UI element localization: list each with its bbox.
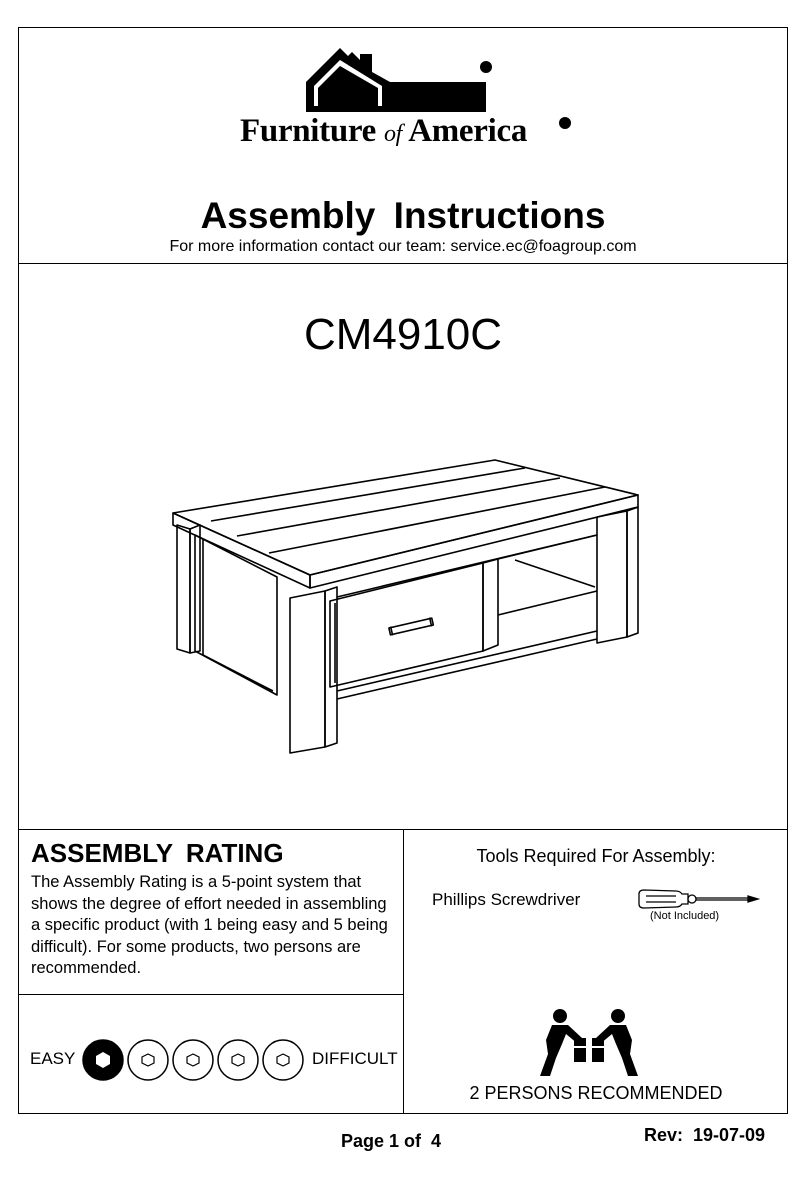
difficulty-level-3-icon: [173, 1040, 213, 1080]
assembly-rating-heading: ASSEMBLY RATING: [31, 838, 284, 868]
screwdriver-icon: [636, 888, 761, 910]
difficulty-level-5-icon: [263, 1040, 303, 1080]
tools-heading: Tools Required For Assembly:: [476, 846, 716, 866]
coffee-table-illustration: [165, 455, 645, 755]
header-divider: [18, 263, 788, 264]
assembly-rating-description: The Assembly Rating is a 5-point system that shows the degree of effort needed in assembling a specific product (with 1 being easy and 5 being difficult). For some products, two persons are recommended.: [31, 873, 388, 977]
tool-note: (Not Included): [650, 910, 720, 922]
house-logo-icon: [300, 42, 500, 114]
brand-name: [240, 113, 570, 150]
model-number: CM4910C: [303, 310, 503, 359]
page-number: Page 1 of 4: [341, 1131, 442, 1151]
rating-tools-divider: [403, 829, 404, 1114]
persons-recommended-label: 2 PERSONS RECOMMENDED: [469, 1083, 723, 1103]
difficulty-level-1-icon: [83, 1040, 123, 1080]
brand-dot-icon: [559, 117, 571, 129]
document-title: Assembly Instructions: [200, 195, 606, 236]
difficulty-scale: [80, 1037, 310, 1083]
tool-name: Phillips Screwdriver: [432, 890, 581, 909]
brand-name-of: of: [383, 121, 403, 147]
two-persons-lifting-icon: [538, 1008, 640, 1078]
difficult-label: DIFFICULT: [312, 1049, 398, 1068]
difficulty-level-4-icon: [218, 1040, 258, 1080]
revision-label: Rev: 19-07-09: [644, 1125, 766, 1145]
difficulty-level-2-icon: [128, 1040, 168, 1080]
contact-line: For more information contact our team: service.ec@foagroup.com: [169, 238, 637, 255]
brand-name-part-1: Furniture: [240, 113, 384, 149]
brand-name-part-2: America: [402, 113, 528, 149]
easy-label: EASY: [30, 1049, 76, 1068]
rating-scale-divider: [18, 994, 403, 995]
